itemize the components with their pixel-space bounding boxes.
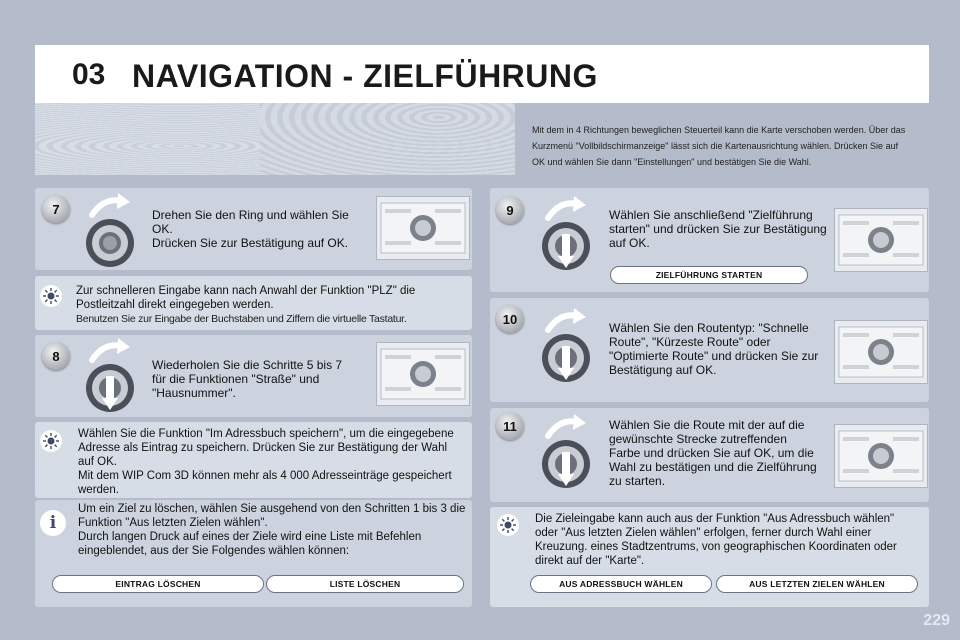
step-9-badge: 9 (496, 196, 524, 224)
step-11-badge: 11 (496, 412, 524, 440)
lightbulb-icon (497, 514, 519, 536)
device-thumbnail (834, 320, 928, 384)
from-addressbook-button[interactable]: AUS ADRESSBUCH WÄHLEN (530, 575, 712, 593)
step-11-text: Wählen Sie die Route mit der auf die gewünschte Strecke zutreffenden Farbe und drücken Sie auf OK, um die Wahl zu bestätigen und die Zielführung zu starten. (609, 418, 817, 488)
info-icon: i (40, 510, 66, 536)
device-thumbnail (834, 424, 928, 488)
control-knob-icon (538, 308, 600, 384)
intro-text: Mit dem in 4 Richtungen beweglichen Steuerteil kann die Karte verschoben werden. Über das Kurzmenü "Vollbildschirmanzeige" lässt sich die Kartenausrichtung wählen. Drücken Sie auf OK und wählen Sie dann "Einstellungen" und bestätigen Sie die Wahl. (532, 125, 906, 167)
lightbulb-icon (40, 285, 62, 307)
step-10-badge: 10 (496, 305, 524, 333)
tip-1-text: Zur schnelleren Eingabe kann nach Anwahl der Funktion "PLZ" die Postleitzahl direkt eingegeben werden. (76, 285, 416, 311)
map-background-overlay (260, 103, 515, 175)
step-7-badge: 7 (42, 195, 70, 223)
tip-3-text: Die Zieleingabe kann auch aus der Funktion "Aus Adressbuch wählen" oder "Aus letzten Zielen wählen" erfolgen, ferner durch Wahl einer Kreuzung. eines Stadtzentrums, von geographischen Koordinaten oder direkt auf der "Karte". (535, 513, 897, 567)
control-knob-icon (82, 338, 144, 414)
info-text: Um ein Ziel zu löschen, wählen Sie ausgehend von den Schritten 1 bis 3 die Funktion "Aus letzten Zielen wählen". Durch langen Druck auf eines der Ziele wird eine Liste mit Befehlen eingeblendet, aus der Sie Folgendes wählen können: (78, 503, 466, 557)
step-7-text: Drehen Sie den Ring und wählen Sie OK. Drücken Sie zur Bestätigung auf OK. (152, 208, 349, 250)
step-8-text: Wiederholen Sie die Schritte 5 bis 7 für die Funktionen "Straße" und "Hausnummer". (152, 358, 343, 400)
chapter-number: 03 (72, 58, 106, 91)
page-title: NAVIGATION - ZIELFÜHRUNG (132, 58, 598, 94)
lightbulb-icon (40, 430, 62, 452)
control-knob-icon (82, 193, 144, 269)
tip-1-text-2: Benutzen Sie zur Eingabe der Buchstaben und Ziffern die virtuelle Tastatur. (76, 313, 407, 325)
tip-2-text: Wählen Sie die Funktion "Im Adressbuch speichern", um die eingegebene Adresse als Eintrag zu speichern. Drücken Sie zur Bestätigung der Wahl auf OK. Mit dem WIP Com 3D können mehr als 4 000 Adresseinträge gespeichert werden. (78, 428, 454, 496)
step-9-text: Wählen Sie anschließend "Zielführung starten" und drücken Sie zur Bestätigung auf OK. (609, 208, 827, 250)
device-thumbnail (376, 196, 470, 260)
control-knob-icon (538, 414, 600, 490)
delete-list-button[interactable]: LISTE LÖSCHEN (266, 575, 464, 593)
start-guidance-button[interactable]: ZIELFÜHRUNG STARTEN (610, 266, 808, 284)
device-thumbnail (834, 208, 928, 272)
step-8-badge: 8 (42, 342, 70, 370)
device-thumbnail (376, 342, 470, 406)
step-10-text: Wählen Sie den Routentyp: "Schnelle Route", "Kürzeste Route" oder "Optimierte Route" und drücken Sie zur Bestätigung auf OK. (609, 321, 819, 377)
page-number: 229 (923, 612, 950, 629)
from-recent-destinations-button[interactable]: AUS LETZTEN ZIELEN WÄHLEN (716, 575, 918, 593)
delete-entry-button[interactable]: EINTRAG LÖSCHEN (52, 575, 264, 593)
control-knob-icon (538, 196, 600, 272)
